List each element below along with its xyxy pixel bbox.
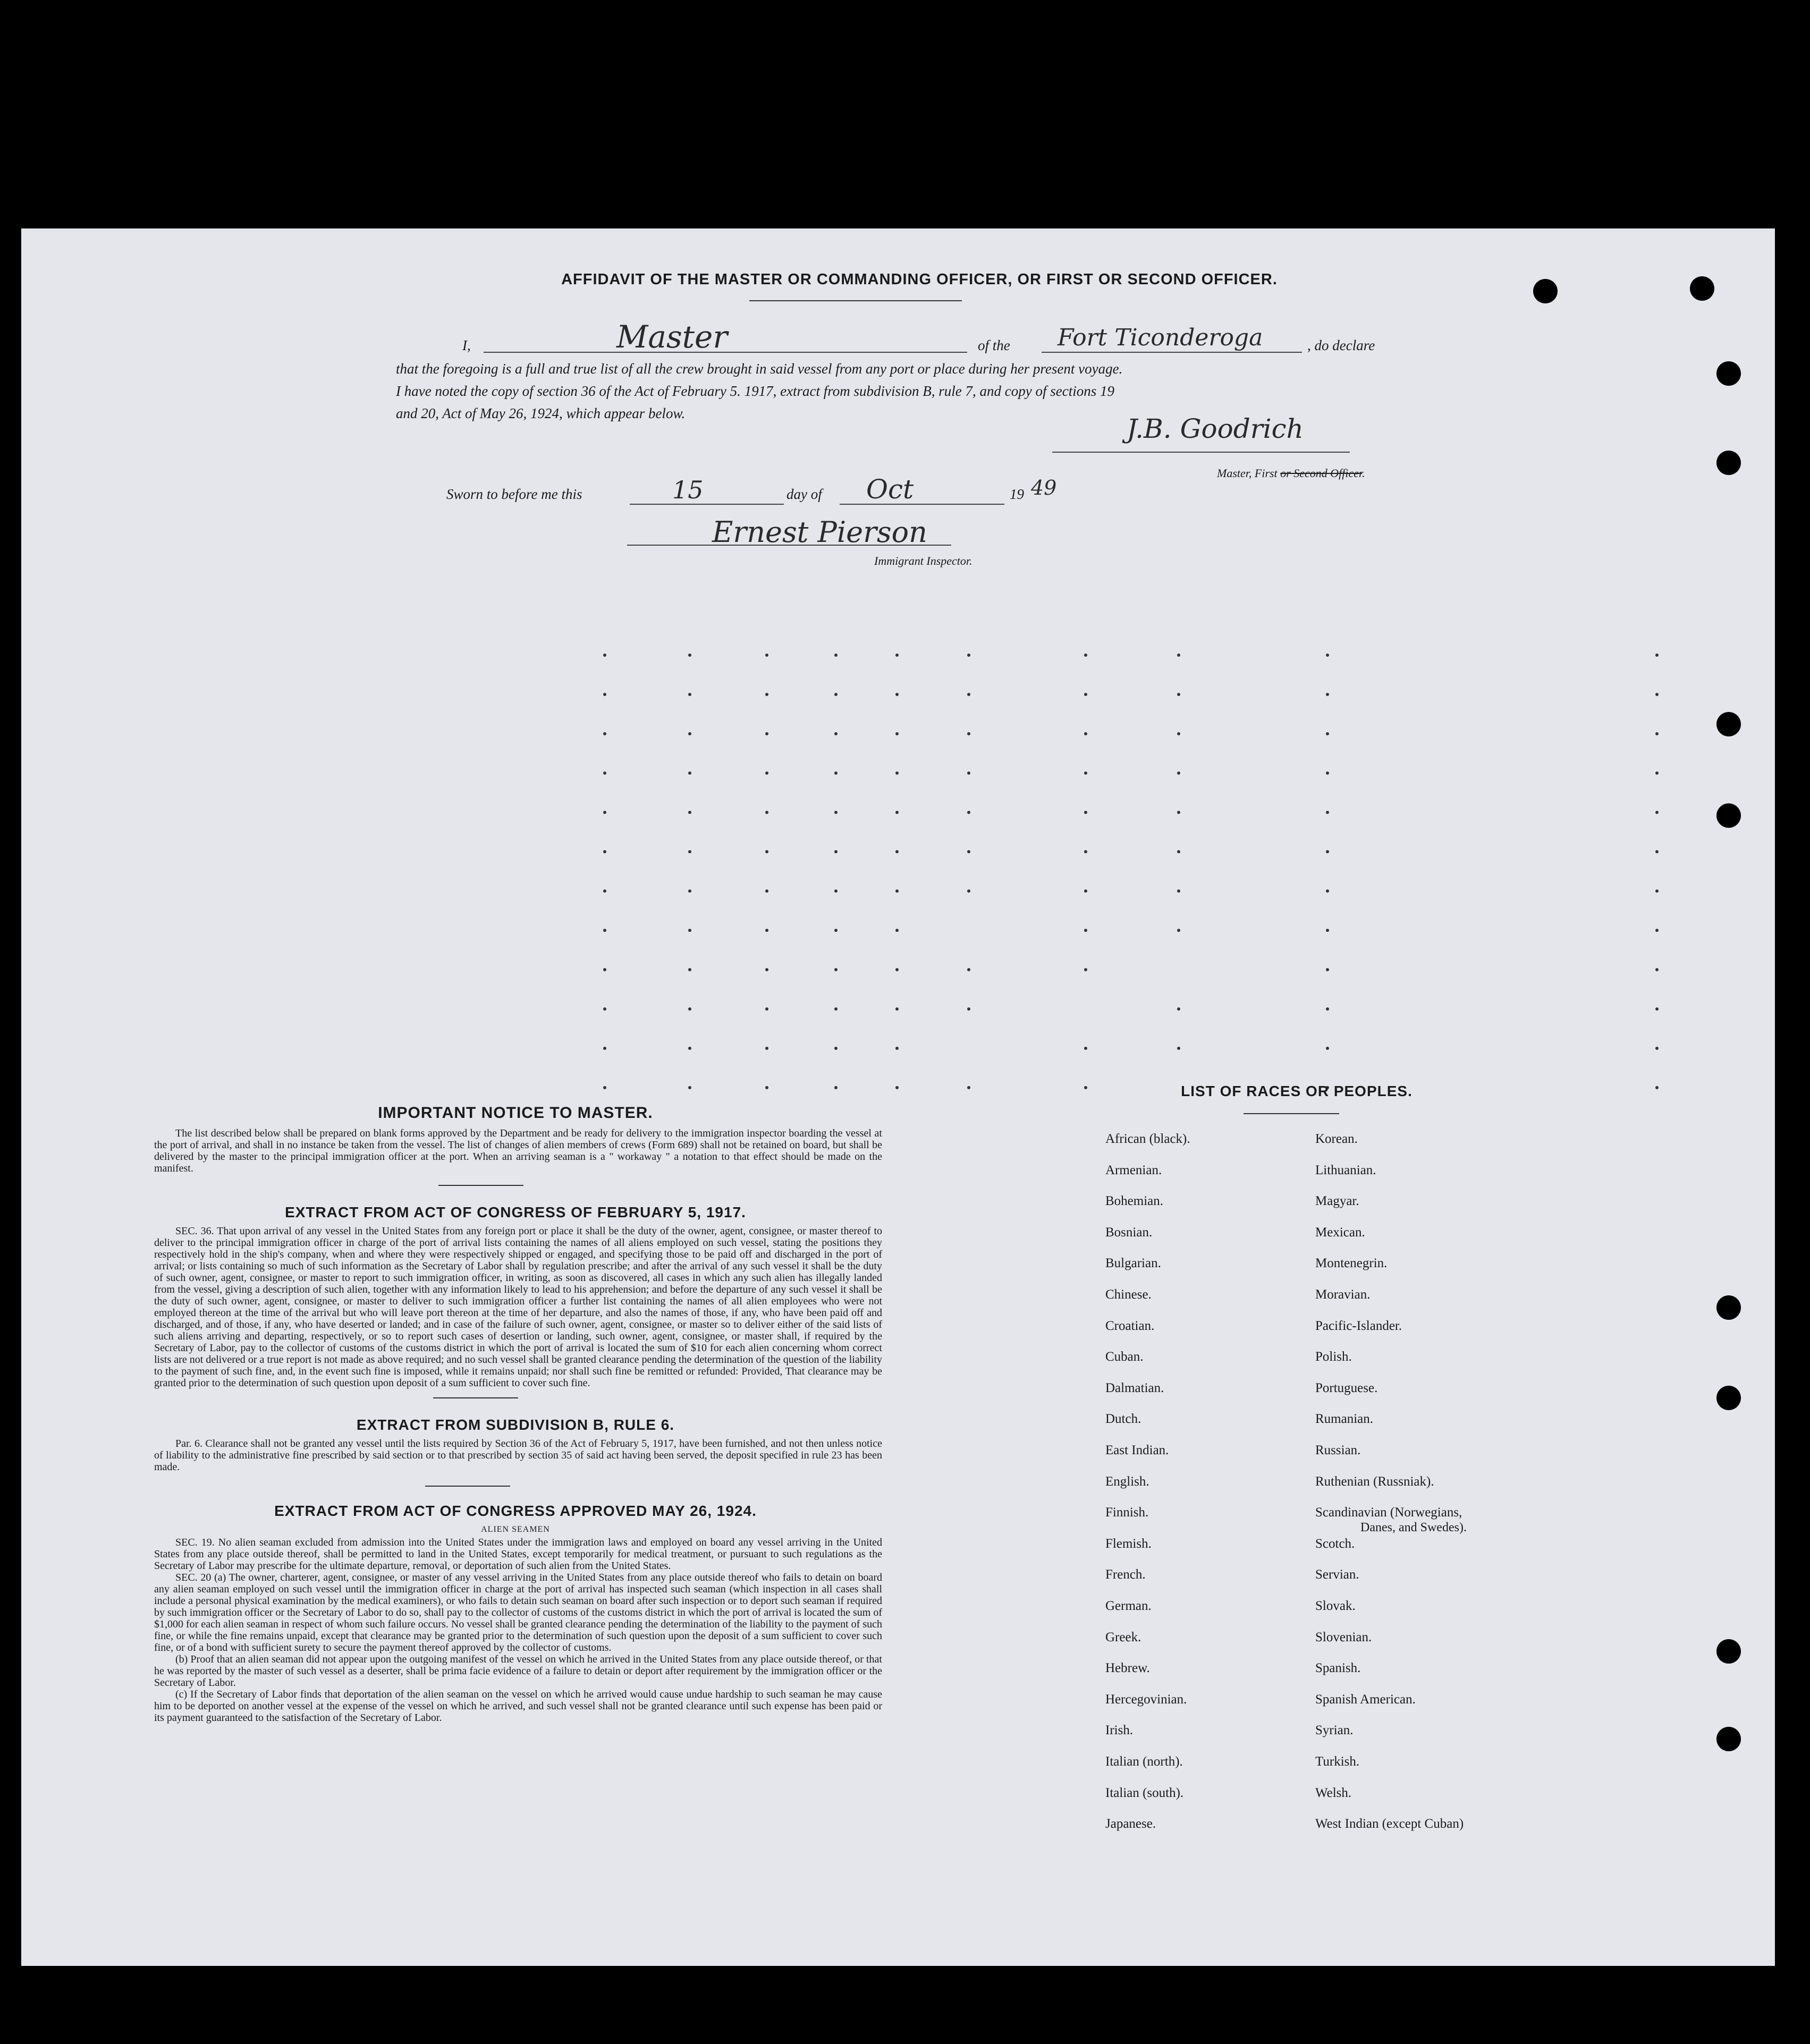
race-item: East Indian. <box>1105 1443 1169 1457</box>
grid-dot <box>603 889 606 893</box>
grid-dot <box>967 1007 970 1011</box>
grid-dot <box>1655 1047 1659 1050</box>
punch-hole <box>1716 1295 1741 1320</box>
grid-dot <box>603 1086 606 1089</box>
grid-dot <box>895 1086 899 1089</box>
notice-title: IMPORTANT NOTICE TO MASTER. <box>378 1104 653 1122</box>
grid-dot <box>688 1047 691 1050</box>
grid-dot <box>895 1007 899 1011</box>
grid-dot <box>895 693 899 696</box>
race-item: Flemish. <box>1105 1536 1152 1551</box>
grid-dot <box>834 732 838 735</box>
grid-dot <box>1177 811 1180 814</box>
inspector-signature-line <box>627 545 951 546</box>
vessel-handwritten: Fort Ticonderoga <box>1058 324 1263 351</box>
grid-dot <box>834 693 838 696</box>
grid-dot <box>765 850 768 853</box>
grid-dot <box>1326 1007 1329 1011</box>
sec19: SEC. 19. No alien seaman excluded from admission into the United States under the immigration laws and employed on board any vessel arriving in the United States from any place outside thereof, shall be permitted to land in the United States, except temporarily for medical treatment, or pursuant to such regulations as the Secretary of Labor may prescribe for the ultimate departure, removal, or deportation of such alien from the United States. <box>154 1537 882 1572</box>
race-item: Scandinavian (Norwegians, <box>1315 1505 1462 1520</box>
grid-dot <box>765 693 768 696</box>
grid-dot <box>1655 654 1659 657</box>
grid-dot <box>834 889 838 893</box>
sec20c: (c) If the Secretary of Labor finds that deportation of the alien seaman on the vessel on which he arrived would cause undue hardship to such seaman he may cause him to be deported on another vessel at the expense of the vessel on which he arrived, and such vessel shall not be granted clearance until such expense has been paid or its payment guaranteed to the satisfaction of the Secretary of Labor. <box>154 1689 882 1724</box>
grid-dot <box>603 1047 606 1050</box>
grid-dot <box>1084 732 1087 735</box>
affidavit-title: AFFIDAVIT OF THE MASTER OR COMMANDING OFFICER, OR FIRST OR SECOND OFFICER. <box>561 271 1278 288</box>
grid-dot <box>1084 1047 1087 1050</box>
extract1917-body: SEC. 36. That upon arrival of any vessel in the United States from any foreign port or place it shall be the duty of the owner, agent, consignee, or master thereof to deliver to the principal immigration officer in charge of the port of arrival lists containing the names of all aliens employed on such vessel, stating the positions they respectively hold in the ship's company, when and where they were respectively shipped or engaged, and specifying those to be paid off and discharged in the port of arrival; or lists containing so much of such information as the Secretary of Labor shall by regulation prescribe; and after the arrival of any such vessel it shall be the duty of such owner, agent, consignee, or master to report to such immigration officer, in writing, as soon as discovered, all cases in which any such alien has illegally landed from the vessel, giving a description of such alien, together with any information likely to lead to his apprehension; and before the departure of any such vessel it shall be the duty of such owner, agent, consignee, or master to deliver to such immigration officer a further list containing the names of all alien employees who were not employed thereon at the time of the arrival but who will leave port thereon at the time of her departure, and also the names of those, if any, who have been paid off and discharged, and of those, if any, who have deserted or landed; and in case of the failure of such owner, agent, consignee, or master so to deliver either of the said lists of such aliens arriving and departing, respectively, or so to report such cases of desertion or landing, such owner, agent, consignee, or master shall, if required by the Secretary of Labor, pay to the collector of customs of the customs district in which the port of arrival is located the sum of $10 for each alien concerning whom correct lists are not delivered or a true report is not made as above required; and no such vessel shall be granted clearance pending the determination of the question of the liability to the payment of such fine, and, in the event such fine is imposed, while it remains unpaid; nor shall such fine be remitted or refunded: Provided, That clearance may be granted prior to the determination of such question upon deposit of a sum sufficient to cover such fine. <box>154 1225 882 1389</box>
officer-handwritten: Master <box>616 319 728 355</box>
grid-dot <box>967 811 970 814</box>
grid-dot <box>1655 968 1659 971</box>
race-item: Pacific-Islander. <box>1315 1318 1402 1333</box>
i-label: I, <box>462 337 471 353</box>
grid-dot <box>765 732 768 735</box>
race-item: Rumanian. <box>1315 1412 1374 1427</box>
day-blank <box>630 504 784 505</box>
grid-dot <box>895 850 899 853</box>
notice-divider <box>438 1185 523 1186</box>
grid-dot <box>688 732 691 735</box>
grid-dot <box>1326 811 1329 814</box>
subdivisionB-body: Par. 6. Clearance shall not be granted any vessel until the lists required by Section 36 of the Act of February 5, 1917, have been furnished, and not then unless notice of liability to the administrative fine prescribed by said section or to that prescribed by section 35 of said act having been served, the deposit specified in rule 23 has been made. <box>154 1438 882 1473</box>
grid-dot <box>603 968 606 971</box>
sworn-label: Sworn to before me this <box>446 486 582 502</box>
race-item: Slovak. <box>1315 1599 1356 1613</box>
grid-dot <box>1177 654 1180 657</box>
grid-dot <box>765 968 768 971</box>
grid-dot <box>1177 850 1180 853</box>
race-item: Turkish. <box>1315 1754 1360 1769</box>
grid-dot <box>895 929 899 932</box>
race-item: Bulgarian. <box>1105 1256 1161 1271</box>
extract1917-divider <box>433 1397 518 1398</box>
race-item: Magyar. <box>1315 1194 1359 1209</box>
grid-dot <box>603 1007 606 1011</box>
grid-dot <box>1326 968 1329 971</box>
race-item: Hebrew. <box>1105 1661 1150 1676</box>
grid-dot <box>603 732 606 735</box>
race-item: German. <box>1105 1599 1152 1613</box>
race-item: Finnish. <box>1105 1505 1149 1520</box>
sec20b: (b) Proof that an alien seaman did not appear upon the outgoing manifest of the vessel on which he arrived in the United States from any place outside thereof, or that he was reported by the master of such vessel as a deserter, shall be prima facie evidence of a failure to detain or deport after requirement by the immigration officer or the Secretary of Labor. <box>154 1653 882 1689</box>
grid-dot <box>1326 654 1329 657</box>
grid-dot <box>688 693 691 696</box>
races-title: LIST OF RACES OR PEOPLES. <box>1181 1083 1413 1099</box>
race-item: Armenian. <box>1105 1163 1162 1177</box>
grid-dot <box>1177 889 1180 893</box>
punch-hole <box>1533 279 1558 303</box>
of-the-label: of the <box>978 337 1010 353</box>
grid-dot <box>1655 1007 1659 1011</box>
grid-dot <box>603 693 606 696</box>
grid-dot <box>1655 850 1659 853</box>
grid-dot <box>1177 1047 1180 1050</box>
grid-dot <box>1655 732 1659 735</box>
punch-hole <box>1716 1386 1741 1410</box>
extract1924-body <box>154 1537 882 1724</box>
title-divider <box>749 300 962 301</box>
race-item: West Indian (except Cuban) <box>1315 1817 1464 1831</box>
grid-dot <box>765 771 768 775</box>
punch-hole <box>1716 712 1741 736</box>
race-item: Japanese. <box>1105 1817 1156 1831</box>
grid-dot <box>1326 693 1329 696</box>
sworn-month: Oct <box>866 474 914 505</box>
punch-hole <box>1716 803 1741 828</box>
sec20a: SEC. 20 (a) The owner, charterer, agent, consignee, or master of any vessel arriving in the United States from any place outside thereof who fails to detain on board any alien seaman employed on such vessel until the immigration officer in charge at the port of arrival has inspected such seaman (which inspection in all cases shall include a personal physical examination by the medical examiners), or who fails to detain such seaman on board after such inspection or to deport such seaman if required by such immigration officer or the Secretary of Labor to do so, shall pay to the collector of customs of the customs district in which the port of arrival is located the sum of $1,000 for each alien seaman in respect of whom such failure occurs. No vessel shall be granted clearance pending the determination of the liability to the payment of such fine, or while the fine remains unpaid, except that clearance may be granted prior to the determination of such question upon the deposit of a sum sufficient to cover such fine, or of a bond with sufficient surety to secure the payment thereof approved by the collector of customs. <box>154 1572 882 1653</box>
grid-dot <box>1177 929 1180 932</box>
grid-dot <box>1084 771 1087 775</box>
race-item: Bohemian. <box>1105 1194 1164 1209</box>
grid-dot <box>765 654 768 657</box>
day-of-label: day of <box>786 486 822 502</box>
grid-dot <box>834 811 838 814</box>
grid-dot <box>688 811 691 814</box>
grid-dot <box>1655 929 1659 932</box>
grid-dot <box>1084 654 1087 657</box>
grid-dot <box>688 968 691 971</box>
year-prefix: 19 <box>1010 486 1024 502</box>
race-item: Servian. <box>1315 1567 1359 1582</box>
grid-dot <box>1655 1086 1659 1089</box>
grid-dot <box>834 1086 838 1089</box>
grid-dot <box>895 968 899 971</box>
grid-dot <box>603 811 606 814</box>
grid-dot <box>1655 889 1659 893</box>
master-caption-c: . <box>1362 467 1365 480</box>
grid-dot <box>1655 811 1659 814</box>
races-divider <box>1244 1113 1339 1114</box>
race-item: Dutch. <box>1105 1412 1141 1427</box>
grid-dot <box>834 968 838 971</box>
grid-dot <box>765 811 768 814</box>
grid-dot <box>1084 1086 1087 1089</box>
race-item: Russian. <box>1315 1443 1361 1457</box>
extract1917-title: EXTRACT FROM ACT OF CONGRESS OF FEBRUARY 5, 1917. <box>285 1204 746 1220</box>
race-item: Slovenian. <box>1315 1630 1372 1644</box>
inspector-signature: Ernest Pierson <box>712 515 927 549</box>
race-item: Hercegovinian. <box>1105 1692 1187 1707</box>
grid-dot <box>603 654 606 657</box>
grid-dot <box>967 732 970 735</box>
grid-dot <box>688 850 691 853</box>
grid-dot <box>967 850 970 853</box>
declaration-line-3: I have noted the copy of section 36 of the Act of February 5. 1917, extract from subdivision B, rule 7, and copy of sections 19 <box>396 383 1114 399</box>
punch-hole <box>1716 1639 1741 1664</box>
grid-dot <box>895 654 899 657</box>
grid-dot <box>1084 693 1087 696</box>
grid-dot <box>834 850 838 853</box>
grid-dot <box>688 889 691 893</box>
grid-dot <box>1326 1047 1329 1050</box>
grid-dot <box>1084 850 1087 853</box>
master-signature: J.B. Goodrich <box>1127 413 1304 444</box>
race-item: Welsh. <box>1315 1785 1352 1800</box>
master-signature-line <box>1052 452 1350 453</box>
subdivisionB-title: EXTRACT FROM SUBDIVISION B, RULE 6. <box>356 1417 675 1433</box>
grid-dot <box>603 929 606 932</box>
race-item: Mexican. <box>1315 1225 1365 1240</box>
race-item: Lithuanian. <box>1315 1163 1376 1177</box>
grid-dot <box>1177 771 1180 775</box>
extract1924-title: EXTRACT FROM ACT OF CONGRESS APPROVED MAY 26, 1924. <box>274 1503 757 1519</box>
race-item: English. <box>1105 1474 1149 1489</box>
grid-dot <box>1177 732 1180 735</box>
race-scandinavian-cont: Danes, and Swedes). <box>1360 1521 1467 1534</box>
grid-dot <box>967 1086 970 1089</box>
month-blank <box>840 504 1004 505</box>
subdivisionB-divider <box>425 1486 510 1487</box>
do-declare: , do declare <box>1307 337 1375 353</box>
race-item: Montenegrin. <box>1315 1256 1388 1271</box>
grid-dot <box>765 1047 768 1050</box>
race-item: Bosnian. <box>1105 1225 1153 1240</box>
punch-hole <box>1716 361 1741 386</box>
declaration-line-4: and 20, Act of May 26, 1924, which appear below. <box>396 405 686 421</box>
master-caption-struck: or Second Officer <box>1280 467 1363 480</box>
grid-dot <box>1326 889 1329 893</box>
sworn-day: 15 <box>672 476 704 504</box>
grid-dot <box>834 771 838 775</box>
grid-dot <box>895 889 899 893</box>
grid-dot <box>765 1007 768 1011</box>
grid-dot <box>765 929 768 932</box>
grid-dot <box>895 771 899 775</box>
notice-body: The list described below shall be prepared on blank forms approved by the Department and be ready for delivery to the immigration inspector boarding the vessel at the port of arrival, and shall in no instance be taken from the vessel. The list of changes of alien members of crews (Form 689) shall not be retained on board, but shall be delivered by the master to the principal immigration officer at the port. When an arriving seaman is a " workaway " a notation to that effect should be made on the manifest. <box>154 1127 882 1174</box>
grid-dot <box>1326 771 1329 775</box>
grid-dot <box>834 1047 838 1050</box>
grid-dot <box>1326 929 1329 932</box>
race-item: Dalmatian. <box>1105 1380 1164 1395</box>
grid-dot <box>967 889 970 893</box>
grid-dot <box>834 654 838 657</box>
race-item: Croatian. <box>1105 1318 1155 1333</box>
race-item: Italian (south). <box>1105 1785 1184 1800</box>
grid-dot <box>765 889 768 893</box>
race-item: Chinese. <box>1105 1287 1152 1302</box>
grid-dot <box>1655 693 1659 696</box>
grid-dot <box>1177 693 1180 696</box>
grid-dot <box>895 1047 899 1050</box>
grid-dot <box>1084 968 1087 971</box>
grid-dot <box>1326 732 1329 735</box>
race-item: Ruthenian (Russniak). <box>1315 1474 1434 1489</box>
grid-dot <box>603 850 606 853</box>
grid-dot <box>688 929 691 932</box>
punch-hole <box>1690 276 1714 301</box>
grid-dot <box>1084 811 1087 814</box>
race-item: Greek. <box>1105 1630 1141 1644</box>
grid-dot <box>967 654 970 657</box>
grid-dot <box>967 771 970 775</box>
race-item: Korean. <box>1315 1132 1358 1146</box>
document-sheet <box>21 228 1775 1966</box>
grid-dot <box>1655 771 1659 775</box>
race-item: Spanish. <box>1315 1661 1361 1676</box>
master-caption <box>1217 467 1365 480</box>
race-item: African (black). <box>1105 1132 1190 1146</box>
master-caption-a: Master, First <box>1217 467 1278 480</box>
grid-dot <box>967 693 970 696</box>
extract1924-subtitle: ALIEN SEAMEN <box>481 1525 550 1534</box>
grid-dot <box>895 732 899 735</box>
grid-dot <box>834 929 838 932</box>
race-item: Moravian. <box>1315 1287 1371 1302</box>
grid-dot <box>688 1007 691 1011</box>
declaration-line-2: that the foregoing is a full and true list of all the crew brought in said vessel from any port or place during her present voyage. <box>396 361 1123 377</box>
grid-dot <box>834 1007 838 1011</box>
race-item: Irish. <box>1105 1723 1134 1738</box>
race-item: Portuguese. <box>1315 1380 1378 1395</box>
grid-dot <box>765 1086 768 1089</box>
grid-dot <box>688 654 691 657</box>
grid-dot <box>967 968 970 971</box>
grid-dot <box>688 1086 691 1089</box>
grid-dot <box>688 771 691 775</box>
grid-dot <box>1177 1007 1180 1011</box>
grid-dot <box>603 771 606 775</box>
grid-dot <box>895 811 899 814</box>
grid-dot <box>1084 889 1087 893</box>
punch-hole <box>1716 451 1741 475</box>
race-item: Italian (north). <box>1105 1754 1183 1769</box>
race-item: Spanish American. <box>1315 1692 1416 1707</box>
race-item: Cuban. <box>1105 1350 1144 1364</box>
vessel-blank <box>1042 352 1302 353</box>
race-item: French. <box>1105 1567 1146 1582</box>
inspector-caption: Immigrant Inspector. <box>874 554 972 567</box>
race-item: Scotch. <box>1315 1536 1355 1551</box>
race-item: Syrian. <box>1315 1723 1354 1738</box>
grid-dot <box>1326 850 1329 853</box>
race-item: Polish. <box>1315 1350 1352 1364</box>
grid-dot <box>1084 929 1087 932</box>
punch-hole <box>1716 1727 1741 1751</box>
year-suffix: 49 <box>1031 476 1057 499</box>
